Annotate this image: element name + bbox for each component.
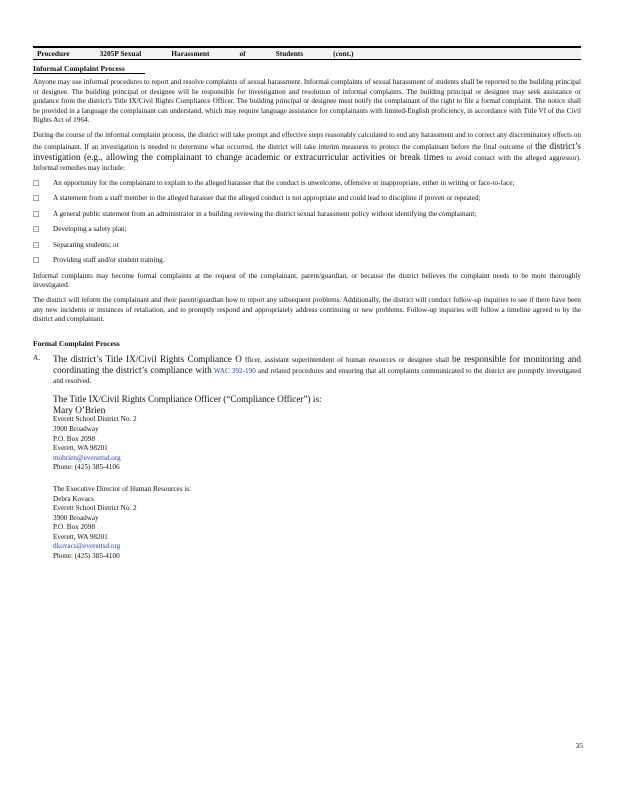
header-students: Students [275,49,304,58]
page-number: 35 [575,741,583,750]
list-item: □ An opportunity for the complainant to explain to the alleged harasser that the conduct is unwelcome, offensive or inappropriate, either in writing or face-to-face; [33,179,515,188]
list-item: □ A general public statement from an administrator in a building reviewing the district sexual harassment policy without identifying the complainant; [33,209,477,218]
item-a-text-large-2: be responsible for monitoring and coordinating the district’s compliance with [53,353,581,376]
procedure-header-bar [33,46,581,60]
informal-p2-part-a: During the course of the informal complaint process, the district will take prompt and effective steps reasonably calculated to end any harassment and to correct any discriminatory effects on the complainant. If an investigation is needed to determine what occurred, the district will take interim measures to protect the complainant before the final outcome of [33,131,581,151]
checkbox-bullet-icon: □ [33,240,40,249]
hr-city: Everett, WA 98201 [53,532,108,541]
checkbox-bullet-icon: □ [33,256,40,265]
officer-phone: Phone: (425) 385-4106 [53,463,120,472]
officer-street: 3900 Broadway [53,424,99,433]
header-number: 3205P Sexual [99,49,142,58]
officer-name: Mary O’Brien [53,404,106,415]
list-item: □ Developing a safety plan; [33,225,127,234]
hr-phone: Phone: (425) 385-4100 [53,552,120,561]
hr-heading: The Executive Director of Human Resources is: [53,484,192,493]
formal-heading: Formal Complaint Process [33,338,120,348]
officer-heading: The Title IX/Civil Rights Compliance Officer (“Compliance Officer”) is: [53,394,322,405]
item-a-label: A. [33,353,40,362]
wac-link[interactable]: WAC 392-190 [213,367,256,376]
informal-p2-part-b: the district’s investigation (e.g., allowing the complainant to change academic or extracurricular activities or break times [33,140,581,163]
informal-paragraph-2 [33,131,581,173]
header-cont: (cont.) [333,49,354,58]
hr-email-link[interactable]: dkovacs@everettsd.org [53,542,121,551]
header-harassment: Harassment [171,49,210,58]
checkbox-bullet-icon: □ [33,179,40,188]
item-a-text-large: The district’s Title IX/Civil Rights Compliance O [53,353,242,364]
officer-org: Everett School District No. 2 [53,415,137,424]
informal-heading: Informal Complaint Process [33,64,581,73]
hr-name: Debra Kovacs [53,494,94,503]
document-page [33,46,581,562]
checkbox-bullet-icon: □ [33,194,40,203]
checkbox-bullet-icon: □ [33,209,40,218]
list-item: □ A statement from a staff member to the alleged harasser that the alleged conduct is not appropriate and could lead to discipline if proven or repeated; [33,194,481,203]
informal-paragraph-3: Informal complaints may become formal complaints at the request of the complainant, parent/guardian, or because the district believes the complaint needs to be more thoroughly investigated. [33,271,581,289]
officer-email-link[interactable]: mobrien@everettsd.org [53,453,121,462]
header-procedure: Procedure [37,49,70,58]
item-a-text-2: and related procedures [258,367,324,376]
informal-p2-part-c: to avoid contact with the alleged aggressor). Informal remedies may include: [33,154,582,172]
hr-po: P.O. Box 2098 [53,523,95,532]
item-a-text-3: and ensuring that all complaints communicated to the district are promptly investigated and resolved. [53,367,582,385]
compliance-officer-contact [53,394,581,562]
list-item: □ Providing staff and/or student training. [33,256,165,265]
header-of: of [239,49,246,58]
item-a-text: fficer, assistant superintendent of human resources or designee shall [244,355,450,364]
officer-city: Everett, WA 98201 [53,444,108,453]
hr-org: Everett School District No. 2 [53,504,137,513]
hr-street: 3900 Broadway [53,513,99,522]
formal-item-a [33,354,581,386]
list-item: □ Separating students; or [33,240,119,249]
informal-paragraph-4: The district will inform the complainant and their parent/guardian how to report any subsequent problems. Additionally, the district will conduct follow-up inquiries to see if there have been any new incidents or instances of retaliation, and to promptly respond and appropriately address continuing or new problems. Follow-up inquiries will follow a timeline agreed to by the district and complainant. [33,296,581,324]
officer-po: P.O. Box 2098 [53,434,95,443]
checkbox-bullet-icon: □ [33,225,40,234]
informal-paragraph-1: Anyone may use informal procedures to report and resolve complaints of sexual harassment. Informal complaints of sexual harassment of students shall be reported to the building principal or designee. The building principal or designee will be responsible for investigation and resolution of informal complaints. The building principal or designee may seek assistance or guidance from the district's Title IX/Civil Rights Compliance Officer. The building principal or designee must notify the complainant of the right to file a formal complaint. The notice shall be provided in a language the complainant can understand, which may require language assistance for complainants with limited-English proficiency, in accordance with Title VI of the Civil Rights Act of 1964. [33,78,581,125]
